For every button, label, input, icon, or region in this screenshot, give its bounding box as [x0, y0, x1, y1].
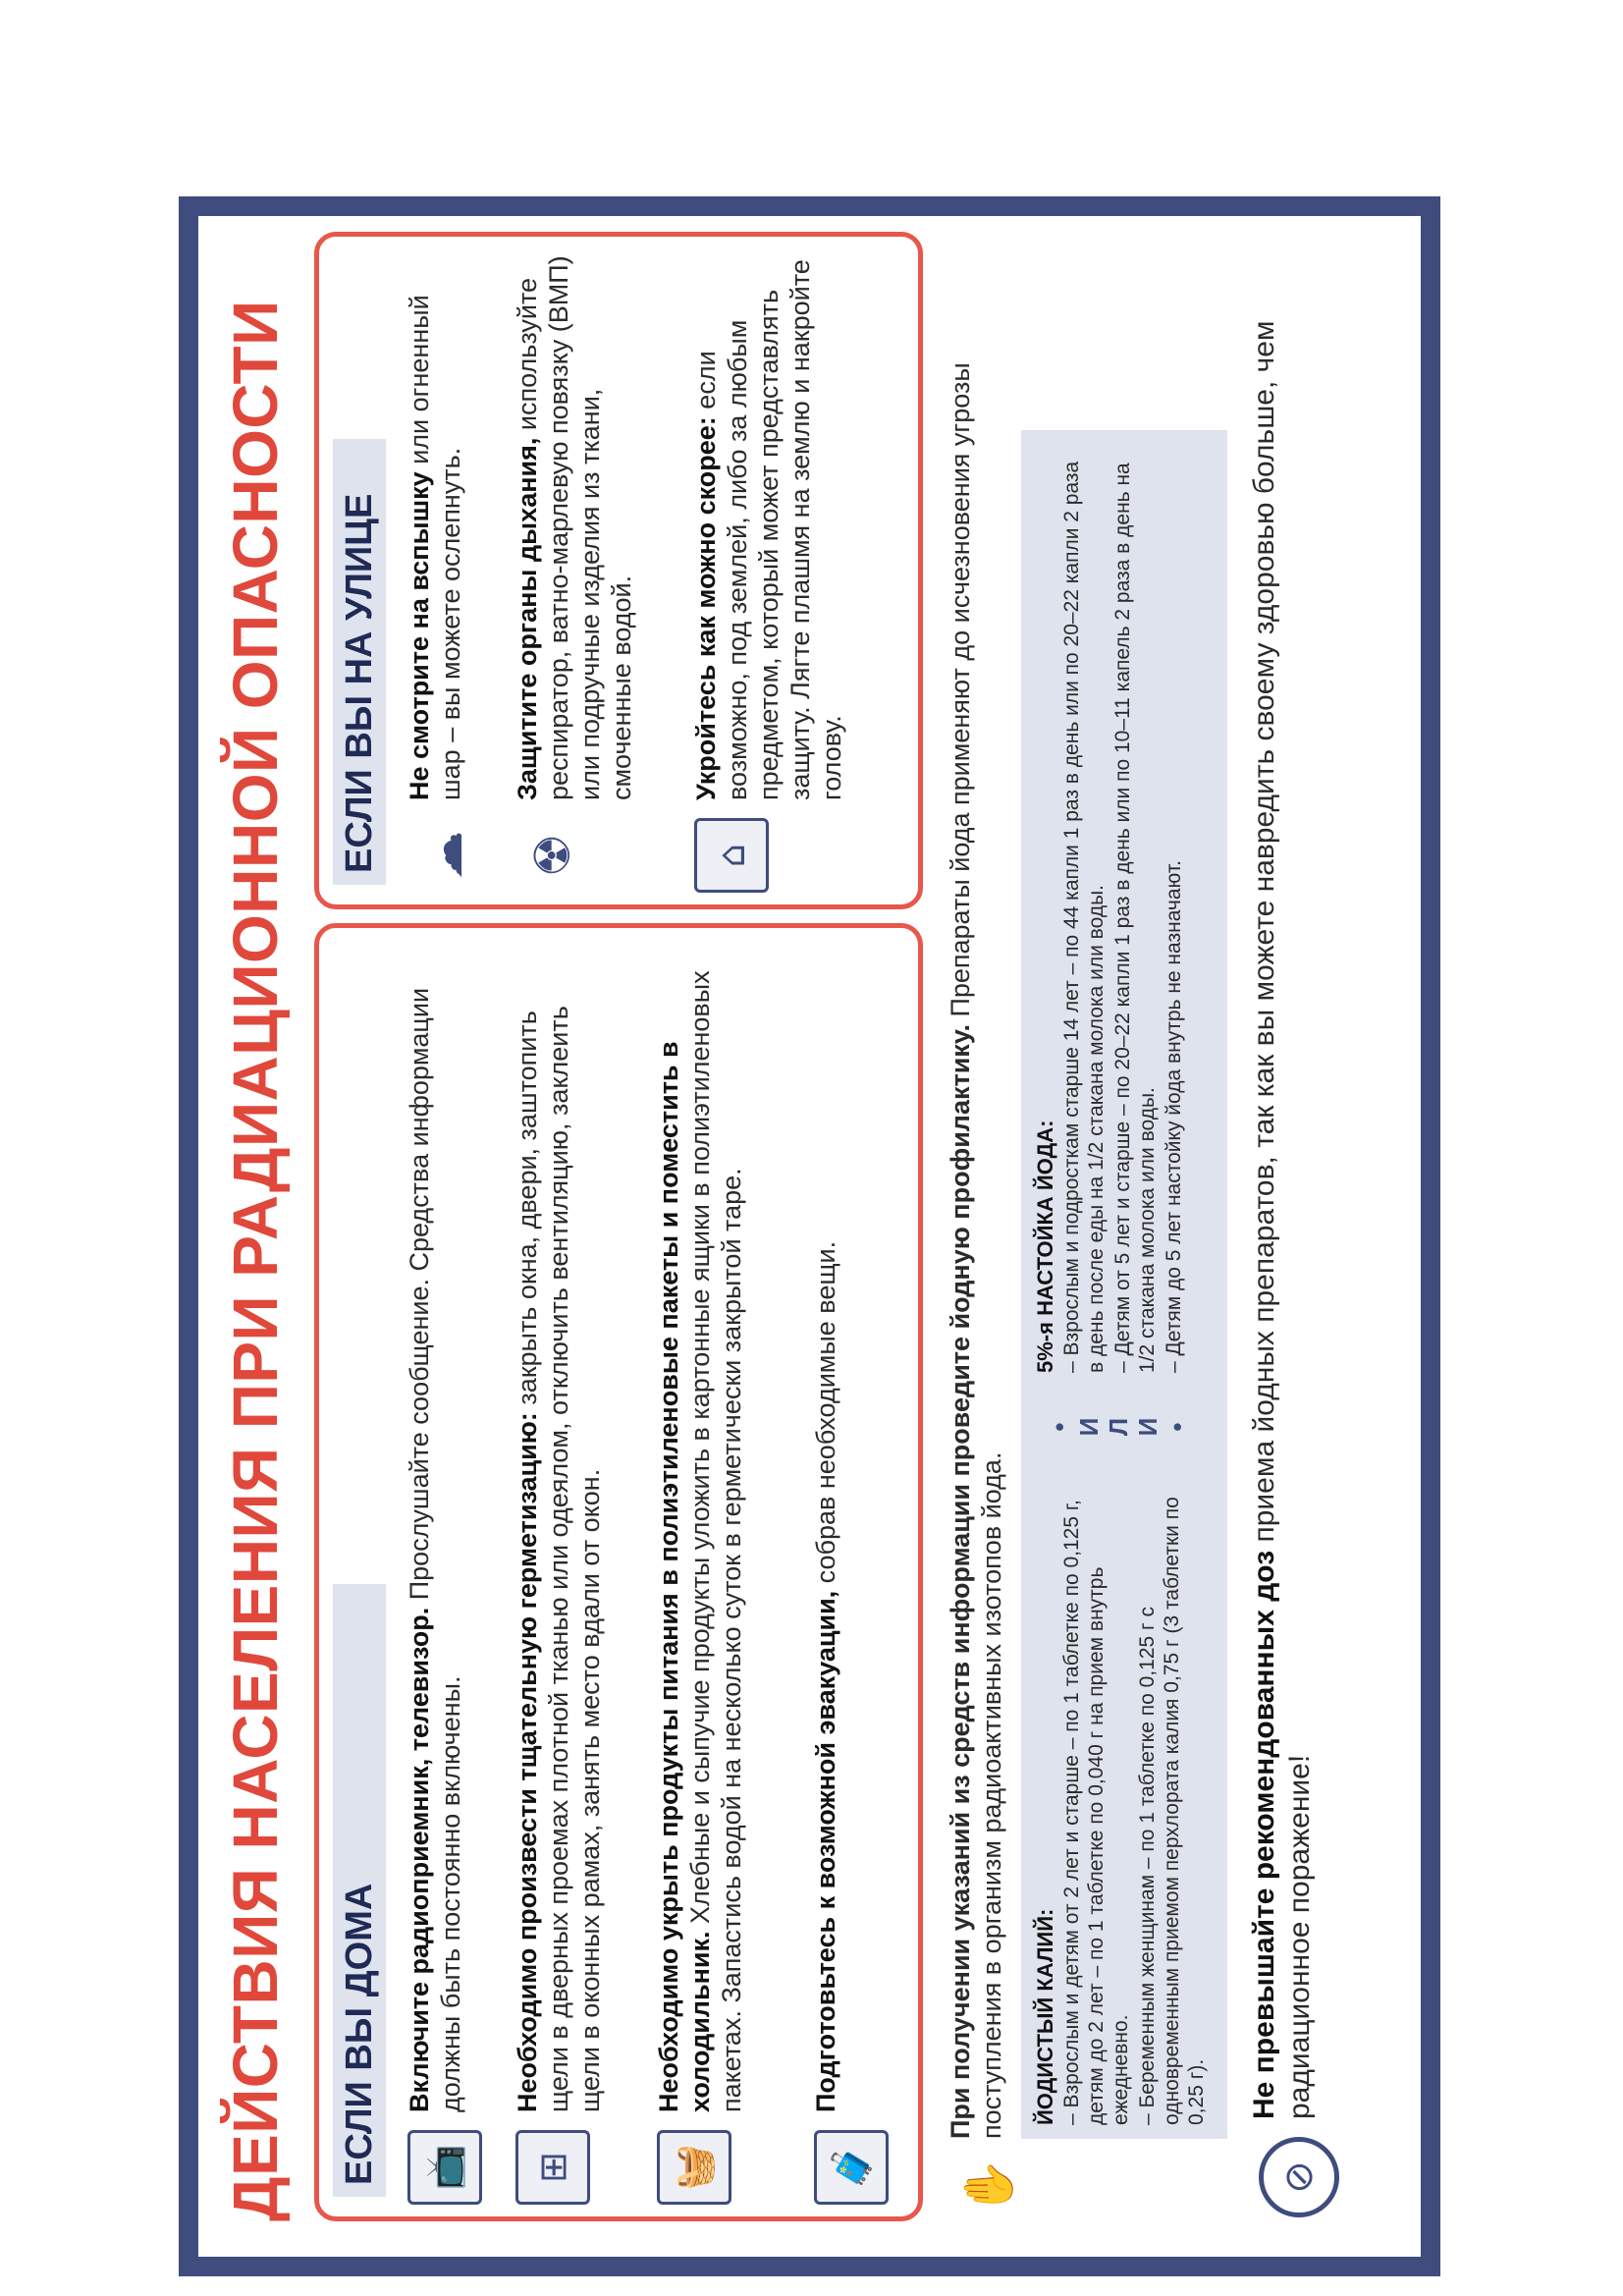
sealed-window-icon: ⊞	[515, 2130, 590, 2205]
iodine-intro: При получении указаний из средств информации проведите йодную профилактику. Препараты йода применяют до исчезновения угрозы поступления в организм радиоактивных изотопов йода.	[946, 362, 1006, 2139]
dose-line: – Беременным женщинам – по 1 таблетке по 0,125 г с одновременным приемом перхлората калия 0,75 г (3 таблетки по 0,25 г).	[1136, 1497, 1208, 2125]
street-item	[404, 252, 482, 893]
street-item-text: Не смотрите на вспышку или огненный шар – вы можете ослепнуть.	[405, 295, 465, 800]
street-heading: ЕСЛИ ВЫ НА УЛИЦЕ	[333, 439, 386, 885]
evacuation-bag-icon: 🧳	[814, 2130, 889, 2205]
street-item	[690, 252, 847, 893]
home-item	[512, 944, 606, 2205]
poster	[179, 196, 1440, 2276]
no-pills-icon: ⊘	[1259, 2137, 1339, 2217]
explosion-cloud-icon: ☁	[416, 831, 473, 880]
dose-warning: Не превышайте рекомендованных доз приема йодных препаратов, так как вы можете навредить своему здоровью больше, чем радиационное поражение!	[1248, 320, 1316, 2119]
home-item	[810, 944, 889, 2205]
home-heading: ЕСЛИ ВЫ ДОМА	[333, 1584, 386, 2197]
home-panel	[314, 923, 923, 2221]
food-storage-icon: 🧺	[657, 2130, 731, 2205]
page-title: ДЕЙСТВИЯ НАСЕЛЕНИЯ ПРИ РАДИАЦИОННОЙ ОПАСНОСТИ	[220, 300, 291, 2221]
street-item-text: Укройтесь как можно скорее: если возможно, под землей, либо за любым предметом, который может представлять защиту. Лягте плашмя на землю и накройте голову.	[691, 259, 846, 800]
home-item-text: Подготовьтесь к возможной эвакуации, собрав необходимые вещи.	[811, 1240, 840, 2112]
dose-box	[1021, 430, 1227, 2139]
iodine-tincture-heading: 5%-я НАСТОЙКА ЙОДА:	[1033, 1120, 1057, 1373]
home-item-text: Необходимо укрыть продукты питания в полиэтиленовые пакеты и поместить в холодильник. Хлебные и сыпучие продукты уложить в картонные ящики в полиэтиленовых пакетах. Запастись водой на несколько суток в герметически закрытой таре.	[654, 970, 746, 2112]
dose-line: – Взрослым и подросткам старше 14 лет – по 44 капли 1 раз в день или по 20–22 капли 2 раза в день после еды на 1/2 стакана молока или воды.	[1060, 461, 1108, 1373]
dose-line: – Взрослым и детям от 2 лет и старше – по 1 таблетке по 0,125 г, детям до 2 лет – по 1 таблетке по 0,040 г на прием внутрь ежедневно.	[1060, 1500, 1132, 2125]
tv-radio-icon: 📺	[407, 2130, 482, 2205]
or-separator: • И Л И •	[1045, 1417, 1192, 1437]
home-item-text: Включите радиоприемник, телевизор. Прослушайте сообщение. Средства информации должны быть постоянно включены.	[405, 987, 465, 2112]
street-item-text: Защитите органы дыхания, используйте респиратор, ватно-марлевую повязку (ВМП) или подручные изделия из ткани, смоченные водой.	[513, 255, 636, 800]
shelter-icon: ⌂	[694, 818, 769, 893]
street-item	[512, 252, 637, 893]
potassium-iodide-heading: ЙОДИСТЫЙ КАЛИЙ:	[1033, 1908, 1057, 2125]
street-panel	[314, 232, 923, 909]
iodine-tincture-column	[1033, 450, 1188, 1373]
dose-line: – Детям до 5 лет настойку йода внутрь не назначают.	[1163, 860, 1185, 1373]
home-item	[653, 944, 747, 2205]
potassium-iodide-column	[1033, 1477, 1211, 2125]
gas-mask-icon: ☢	[524, 833, 581, 878]
home-item	[404, 944, 482, 2205]
iodine-hand-icon: ✋	[961, 2158, 1016, 2216]
home-item-text: Необходимо произвести тщательную герметизацию: закрыть окна, двери, заштопить щели в дверных проемах плотной тканью или одеялом, отключить вентиляцию, заклеить щели в оконных рамах, занять место вдали от окон.	[513, 1006, 605, 2112]
dose-line: – Детям от 5 лет и старше – по 20–22 капли 1 раз в день или по 10–11 капель 2 раза в день на 1/2 стакана молока или воды.	[1111, 463, 1159, 1373]
